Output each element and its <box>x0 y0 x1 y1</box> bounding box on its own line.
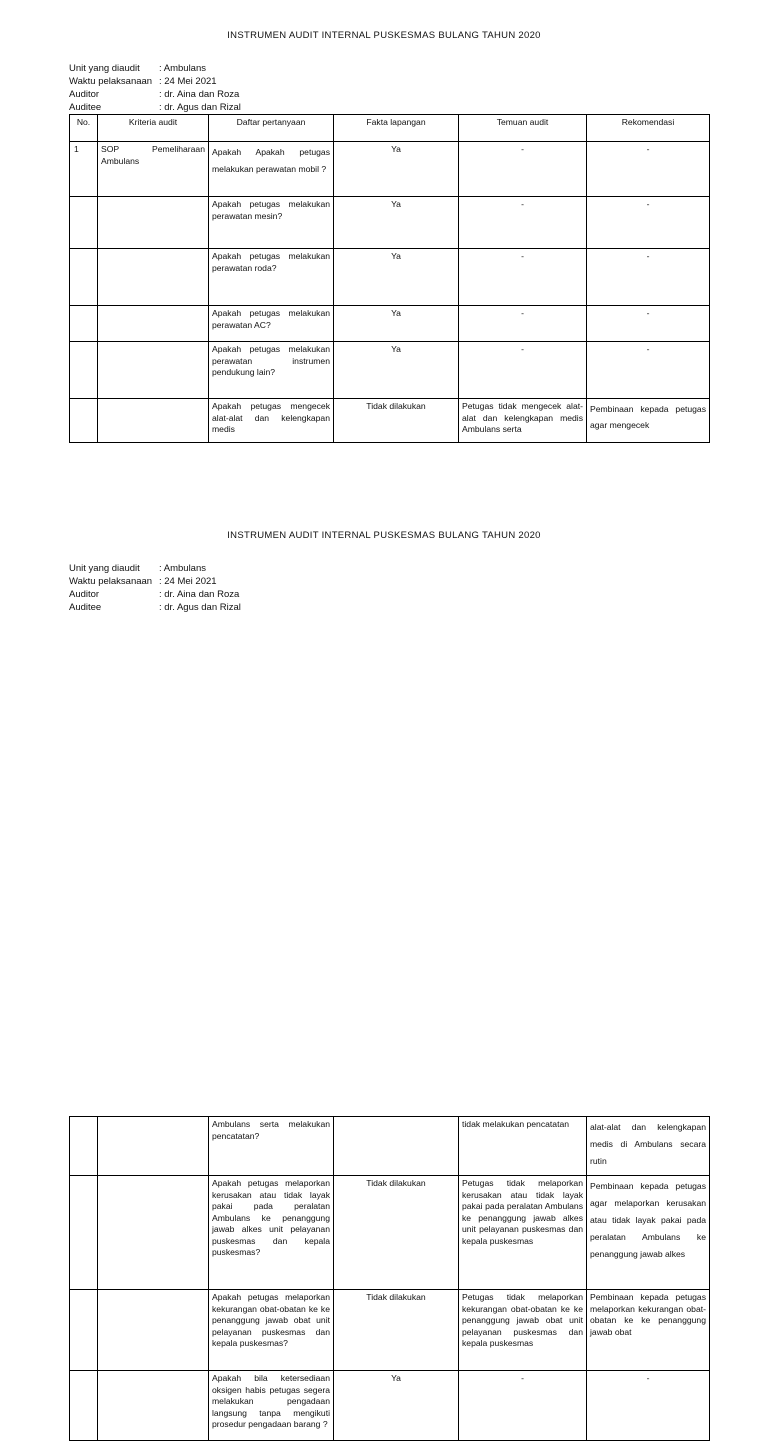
cell-rekomendasi: - <box>587 249 710 306</box>
cell-fakta: Tidak dilakukan <box>334 1290 459 1371</box>
meta-row <box>69 62 241 75</box>
meta-label: Auditor <box>69 89 100 100</box>
table-row <box>70 399 710 443</box>
cell-kriteria <box>98 1176 209 1290</box>
cell-fakta: Ya <box>334 142 459 197</box>
cell-kriteria <box>98 1371 209 1441</box>
meta-label: Auditor <box>69 589 100 600</box>
cell-no: 1 <box>70 142 98 197</box>
meta-value: : dr. Agus dan Rizal <box>159 602 241 613</box>
header-no: No. <box>70 115 98 142</box>
audit-table-continued <box>69 1116 710 1441</box>
cell-rekomendasi: - <box>587 342 710 399</box>
cell-rekomendasi: - <box>587 306 710 342</box>
meta-value: : Ambulans <box>159 563 206 574</box>
cell-pertanyaan: Ambulans serta melakukan pencatatan? <box>209 1117 334 1176</box>
cell-kriteria <box>98 249 209 306</box>
cell-pertanyaan: Apakah petugas melakukan perawatan instrumen pendukung lain? <box>209 342 334 399</box>
cell-fakta: Ya <box>334 1371 459 1441</box>
table-header-row <box>70 115 710 142</box>
table-row <box>70 249 710 306</box>
cell-pertanyaan: Apakah petugas melakukan perawatan mesin? <box>209 197 334 249</box>
cell-temuan: Petugas tidak melaporkan kerusakan atau tidak layak pakai pada peralatan Ambulans ke penanggung jawab alkes unit pelayanan puskesmas dan kepala puskesmas <box>459 1176 587 1290</box>
cell-no <box>70 1290 98 1371</box>
cell-no <box>70 306 98 342</box>
audit-meta <box>69 62 241 114</box>
header-pertanyaan: Daftar pertanyaan <box>209 115 334 142</box>
table-row <box>70 1176 710 1290</box>
header-temuan: Temuan audit <box>459 115 587 142</box>
cell-fakta: Ya <box>334 197 459 249</box>
meta-row <box>69 601 241 614</box>
cell-pertanyaan: Apakah petugas melakukan perawatan roda? <box>209 249 334 306</box>
cell-rekomendasi: - <box>587 197 710 249</box>
meta-value: : Ambulans <box>159 63 206 74</box>
cell-no <box>70 1176 98 1290</box>
cell-kriteria: SOP Pemeliharaan Ambulans <box>98 142 209 197</box>
cell-fakta <box>334 1117 459 1176</box>
meta-row <box>69 575 241 588</box>
cell-fakta: Ya <box>334 249 459 306</box>
meta-value: : dr. Agus dan Rizal <box>159 102 241 113</box>
meta-label: Auditee <box>69 602 102 613</box>
cell-pertanyaan: Apakah petugas melaporkan kekurangan obat-obatan ke ke penanggung jawab obat unit pelayanan puskesmas dan kepala puskesmas? <box>209 1290 334 1371</box>
cell-temuan: Petugas tidak mengecek alat-alat dan kelengkapan medis Ambulans serta <box>459 399 587 443</box>
header-fakta: Fakta lapangan <box>334 115 459 142</box>
meta-label: Waktu pelaksanaan <box>69 76 153 87</box>
meta-label: Unit yang diaudit <box>69 63 140 74</box>
cell-temuan: Petugas tidak melaporkan kekurangan obat-obatan ke ke penanggung jawab obat unit pelayanan puskesmas dan kepala puskesmas <box>459 1290 587 1371</box>
table-row <box>70 1371 710 1441</box>
table-row <box>70 342 710 399</box>
header-kriteria: Kriteria audit <box>98 115 209 142</box>
meta-value: : dr. Aina dan Roza <box>159 589 240 600</box>
table-row <box>70 1290 710 1371</box>
cell-temuan: - <box>459 342 587 399</box>
cell-no <box>70 249 98 306</box>
cell-pertanyaan: Apakah Apakah petugas melakukan perawatan mobil ? <box>209 142 334 197</box>
audit-meta <box>69 562 241 614</box>
cell-temuan: tidak melakukan pencatatan <box>459 1117 587 1176</box>
cell-temuan: - <box>459 1371 587 1441</box>
cell-fakta: Ya <box>334 342 459 399</box>
cell-pertanyaan: Apakah petugas mengecek alat-alat dan kelengkapan medis <box>209 399 334 443</box>
cell-no <box>70 399 98 443</box>
cell-kriteria <box>98 399 209 443</box>
cell-temuan: - <box>459 142 587 197</box>
cell-rekomendasi: Pembinaan kepada petugas agar mengecek <box>587 399 710 443</box>
cell-pertanyaan: Apakah bila ketersediaan oksigen habis petugas segera melakukan pengadaan langsung tanpa mengikuti prosedur pengadaan barang ? <box>209 1371 334 1441</box>
table-row <box>70 1117 710 1176</box>
meta-value: : dr. Aina dan Roza <box>159 89 240 100</box>
cell-fakta: Tidak dilakukan <box>334 1176 459 1290</box>
cell-rekomendasi: - <box>587 142 710 197</box>
meta-row <box>69 562 241 575</box>
cell-fakta: Tidak dilakukan <box>334 399 459 443</box>
meta-value: : 24 Mei 2021 <box>159 576 217 587</box>
meta-row <box>69 101 241 114</box>
table-row <box>70 306 710 342</box>
cell-pertanyaan: Apakah petugas melaporkan kerusakan atau tidak layak pakai pada peralatan Ambulans ke penanggung jawab alkes unit pelayanan puskesmas dan kepala puskesmas? <box>209 1176 334 1290</box>
meta-label: Unit yang diaudit <box>69 563 140 574</box>
meta-row <box>69 75 241 88</box>
meta-value: : 24 Mei 2021 <box>159 76 217 87</box>
cell-kriteria <box>98 197 209 249</box>
meta-label: Auditee <box>69 102 102 113</box>
cell-temuan: - <box>459 197 587 249</box>
cell-kriteria <box>98 1290 209 1371</box>
cell-rekomendasi: Pembinaan kepada petugas agar melaporkan kerusakan atau tidak layak pakai pada peralatan Ambulans ke penanggung jawab alkes <box>587 1176 710 1290</box>
cell-kriteria <box>98 306 209 342</box>
cell-pertanyaan: Apakah petugas melakukan perawatan AC? <box>209 306 334 342</box>
cell-kriteria <box>98 342 209 399</box>
audit-table <box>69 114 710 443</box>
meta-row <box>69 88 241 101</box>
cell-no <box>70 1371 98 1441</box>
cell-no <box>70 1117 98 1176</box>
document-title: INSTRUMEN AUDIT INTERNAL PUSKESMAS BULANG TAHUN 2020 <box>227 30 541 41</box>
cell-fakta: Ya <box>334 306 459 342</box>
table-row <box>70 142 710 197</box>
cell-temuan: - <box>459 249 587 306</box>
cell-rekomendasi: - <box>587 1371 710 1441</box>
document-title: INSTRUMEN AUDIT INTERNAL PUSKESMAS BULANG TAHUN 2020 <box>227 530 541 541</box>
cell-no <box>70 342 98 399</box>
cell-kriteria <box>98 1117 209 1176</box>
cell-no <box>70 197 98 249</box>
table-row <box>70 197 710 249</box>
cell-rekomendasi: alat-alat dan kelengkapan medis di Ambulans secara rutin <box>587 1117 710 1176</box>
meta-label: Waktu pelaksanaan <box>69 576 153 587</box>
header-rekomendasi: Rekomendasi <box>587 115 710 142</box>
cell-temuan: - <box>459 306 587 342</box>
meta-row <box>69 588 241 601</box>
cell-rekomendasi: Pembinaan kepada petugas melaporkan kekurangan obat-obatan ke ke penanggung jawab obat <box>587 1290 710 1371</box>
